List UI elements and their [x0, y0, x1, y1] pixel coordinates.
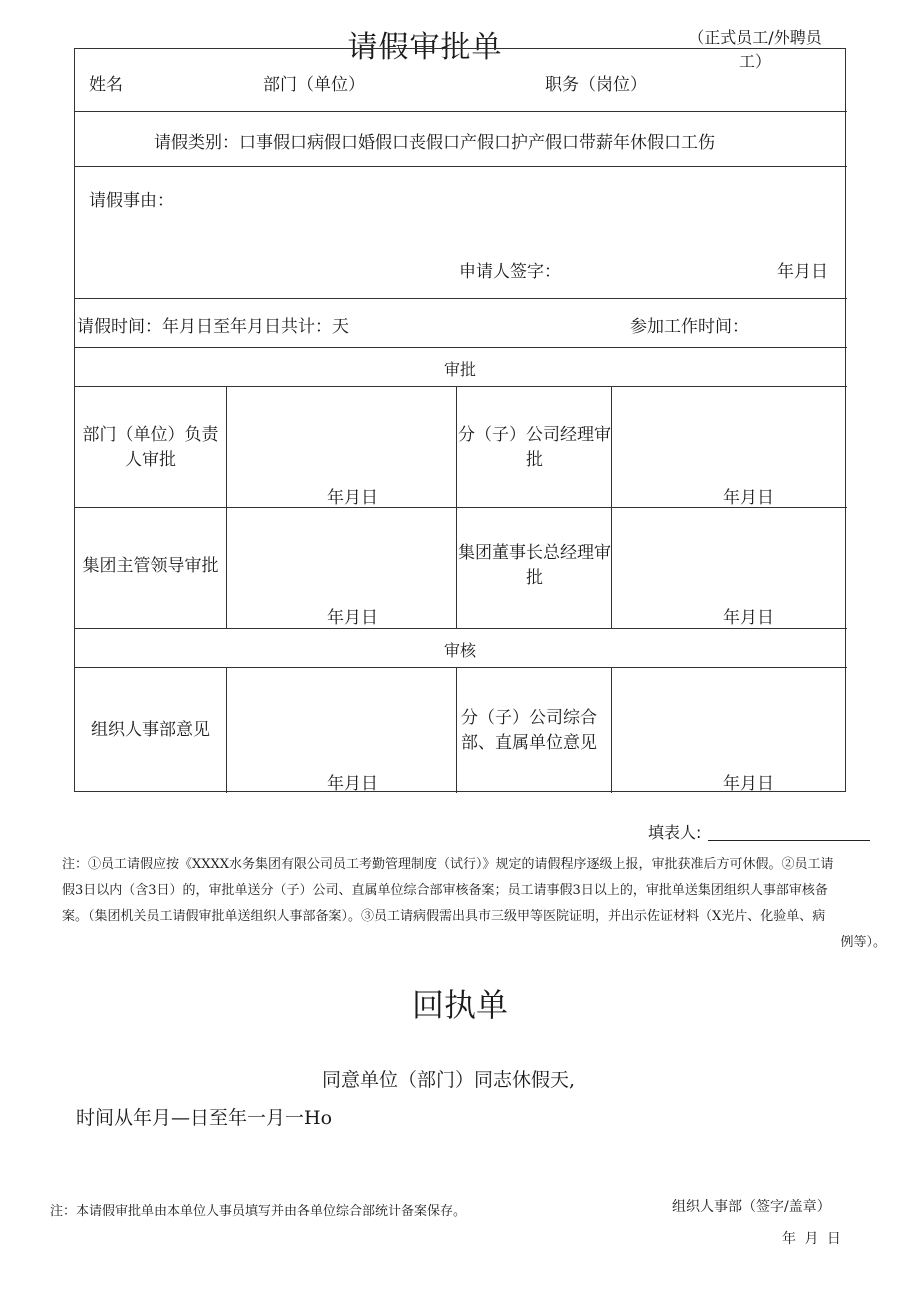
applicant-signature-label: 申请人签字： [459, 262, 561, 282]
column-divider [611, 667, 612, 793]
leave-period-label: 请假时间：年月日至年月日共计：天 [77, 317, 349, 337]
form-filler-label: 填表人: [648, 823, 702, 842]
approval-date: 年月日 [723, 488, 774, 508]
row-divider [75, 667, 847, 668]
form-note [62, 852, 892, 956]
note-line: 案。（集团机关员工请假审批单送组织人事部备案）。③员工请病假需出具市三级甲等医院证明，并出示佐证材料（X光片、化验单、病 [62, 909, 826, 924]
position-label: 职务（岗位） [545, 75, 647, 95]
leave-reason-label: 请假事由： [89, 191, 174, 211]
approval-date: 年月日 [723, 608, 774, 628]
name-label: 姓名 [89, 75, 123, 95]
review-date: 年月日 [723, 774, 774, 794]
review-date: 年月日 [327, 774, 378, 794]
receipt-note: 注：本请假审批单由本单位人事员填写并由各单位综合部统计备案保存。 [50, 1204, 467, 1219]
note-line: 假3日以内（含3日）的，审批单送分（子）公司、直属单位综合部审核备案；员工请事假3日以上的，审批单送集团组织人事部审核备 [62, 883, 828, 898]
note-line: 注：①员工请假应按《XXXX水务集团有限公司员工考勤管理制度（试行）》规定的请假程序逐级上报，审批获准后方可休假。②员工请 [62, 857, 834, 872]
leave-type-options: 请假类别：口事假口病假口婚假口丧假口产假口护产假口带薪年休假口工伤 [154, 133, 715, 153]
receipt-date: 年 月 日 [782, 1231, 843, 1247]
row-divider [75, 298, 847, 299]
work-start-label: 参加工作时间： [630, 317, 749, 337]
group-leader-approval-label: 集团主管领导审批 [82, 556, 219, 576]
department-label: 部门（单位） [263, 75, 365, 95]
sub-company-opinion-label: 分（子）公司综合部、直属单位意见 [461, 708, 597, 753]
approval-section-header: 审批 [444, 360, 477, 379]
dept-head-approval-label: 部门（单位）负责人审批 [82, 425, 219, 470]
receipt-time-text: 时间从年月—日至年一月一Ho [76, 1107, 333, 1129]
row-divider [75, 111, 847, 112]
form-filler-field[interactable] [708, 840, 870, 841]
chairman-approval-label: 集团董事长总经理审批 [458, 543, 611, 588]
approval-date: 年月日 [327, 488, 378, 508]
column-divider [456, 386, 457, 628]
column-divider [226, 386, 227, 628]
column-divider [226, 667, 227, 793]
form-title: 请假审批单 [347, 30, 503, 65]
row-divider [75, 166, 847, 167]
hr-opinion-label: 组织人事部意见 [91, 720, 210, 740]
employee-type-note: （正式员工/外聘员工） [688, 28, 822, 71]
hr-signature-label: 组织人事部（签字/盖章） [672, 1199, 831, 1215]
receipt-title: 回执单 [411, 986, 508, 1024]
note-line: 例等）。 [840, 935, 886, 950]
row-divider [75, 628, 847, 629]
sub-company-manager-approval-label: 分（子）公司经理审批 [458, 425, 611, 470]
review-section-header: 审核 [444, 641, 477, 660]
column-divider [456, 667, 457, 793]
column-divider [611, 386, 612, 628]
leave-approval-form [74, 48, 846, 792]
row-divider [75, 347, 847, 348]
receipt-agree-text: 同意单位（部门）同志休假天, [322, 1069, 576, 1091]
applicant-date: 年月日 [777, 262, 828, 282]
row-divider [75, 386, 847, 387]
approval-date: 年月日 [327, 608, 378, 628]
